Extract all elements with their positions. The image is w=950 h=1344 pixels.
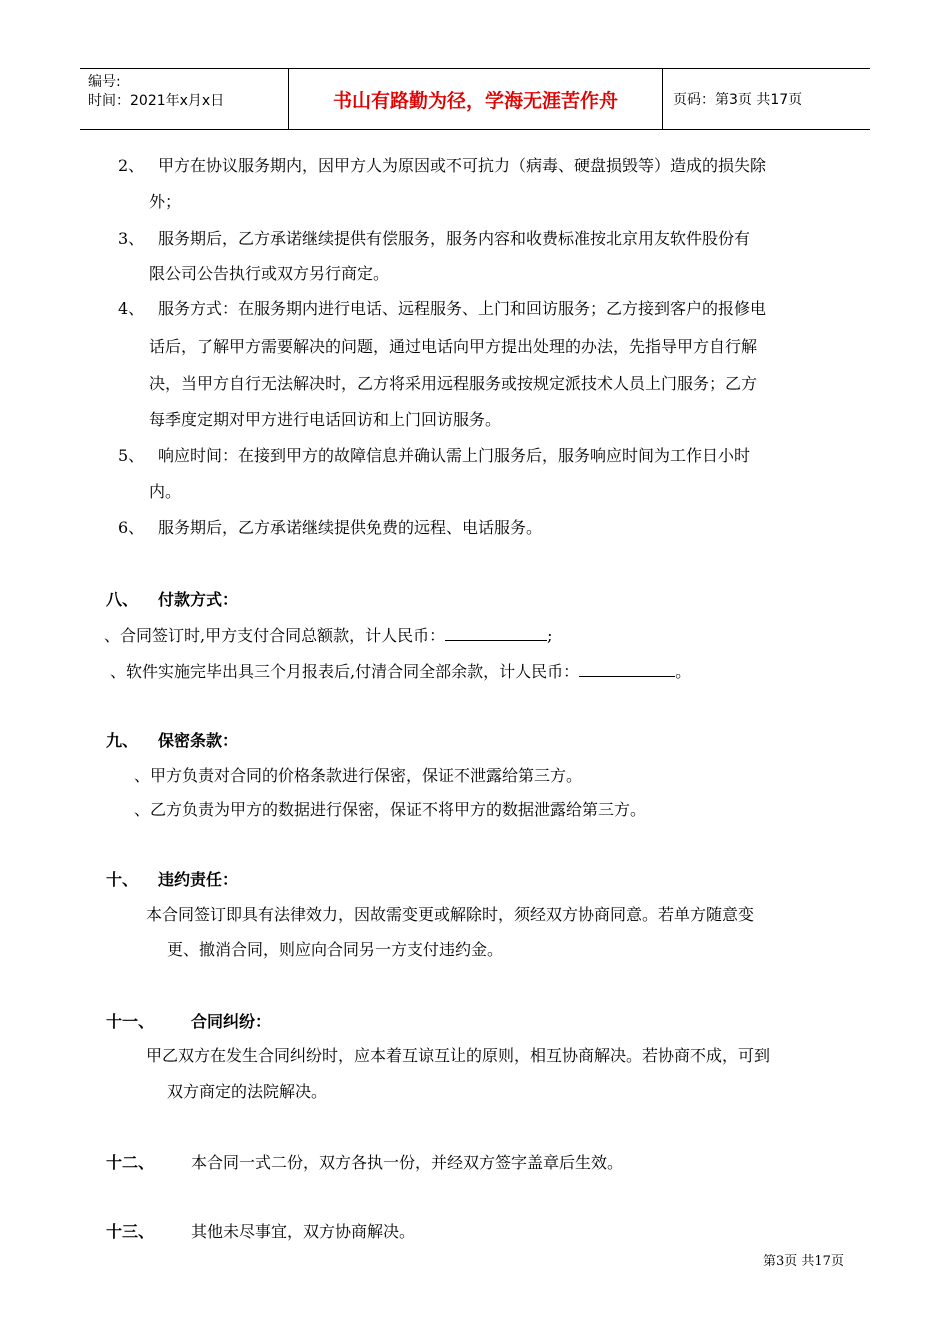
section-title: 违约责任： [158,870,239,889]
header-page-info: 页码：第3页 共17页 [673,92,803,108]
payment-clause-1 [104,624,552,646]
header-meta [80,69,289,129]
document-time: 时间：2021年x月x日 [88,93,225,109]
section-title: 付款方式： [158,590,239,609]
section-number: 十三、 [106,1222,155,1241]
section-number: 八、 [106,590,139,609]
dispute-text-line: 甲乙双方在发生合同纠纷时，应本着互谅互让的原则，相互协商解决。若协商不成，可到 [146,1046,771,1065]
section-title: 合同纠纷： [191,1012,272,1031]
dispute-text-line: 双方商定的法院解决。 [167,1082,328,1101]
section-text: 本合同一式二份，双方各执一份，并经双方签字盖章后生效。 [191,1153,624,1172]
item-line: 话后，了解甲方需要解决的问题，通过电话向甲方提出处理的办法，先指导甲方自行解 [149,337,758,356]
payment-clause-2 [110,660,691,682]
payment-clause-1-end: ; [547,626,553,645]
section-number: 九、 [106,731,139,750]
item-number: 4、 [118,299,145,318]
item-line: 内。 [149,482,182,501]
item-line: 服务期后，乙方承诺继续提供免费的远程、电话服务。 [158,518,543,537]
payment-clause-2-text: 、软件实施完毕出具三个月报表后,付清合同全部余款，计人民币： [110,662,580,681]
section-number: 十一、 [106,1012,155,1031]
item-number: 2、 [118,156,145,175]
item-line: 甲方在协议服务期内，因甲方人为原因或不可抗力（病毒、硬盘损毁等）造成的损失除 [158,156,767,175]
payment-clause-2-end: 。 [675,662,692,681]
item-line: 限公司公告执行或双方另行商定。 [149,264,390,283]
header-motto: 书山有路勤为径，学海无涯苦作舟 [289,69,663,129]
amount-blank [579,660,675,677]
page-header [80,68,870,130]
item-line: 服务方式：在服务期内进行电话、远程服务、上门和回访服务；乙方接到客户的报修电 [158,299,767,318]
confidentiality-clause-2: 、乙方负责为甲方的数据进行保密，保证不将甲方的数据泄露给第三方。 [134,800,647,819]
section-number: 十二、 [106,1153,155,1172]
section-number: 十、 [106,870,139,889]
confidentiality-clause-1: 、甲方负责对合同的价格条款进行保密，保证不泄露给第三方。 [134,766,583,785]
page-footer: 第3页 共17页 [763,1254,844,1269]
breach-text-line: 更、撤消合同，则应向合同另一方支付违约金。 [167,940,504,959]
document-number-label: 编号: [88,74,121,90]
breach-text-line: 本合同签订即具有法律效力，因故需变更或解除时，须经双方协商同意。若单方随意变 [146,905,755,924]
item-number: 5、 [118,446,145,465]
amount-blank [445,624,547,641]
item-number: 6、 [118,518,145,537]
item-line: 决，当甲方自行无法解决时，乙方将采用远程服务或按规定派技术人员上门服务；乙方 [149,374,758,393]
item-line: 每季度定期对甲方进行电话回访和上门回访服务。 [149,410,502,429]
section-title: 保密条款： [158,731,239,750]
payment-clause-1-text: 、合同签订时,甲方支付合同总额款，计人民币： [104,626,446,645]
item-line: 外； [149,192,182,211]
item-line: 响应时间：在接到甲方的故障信息并确认需上门服务后，服务响应时间为工作日小时 [158,446,751,465]
item-number: 3、 [118,229,145,248]
section-text: 其他未尽事宜，双方协商解决。 [191,1222,416,1241]
item-line: 服务期后，乙方承诺继续提供有偿服务，服务内容和收费标准按北京用友软件股份有 [158,229,751,248]
